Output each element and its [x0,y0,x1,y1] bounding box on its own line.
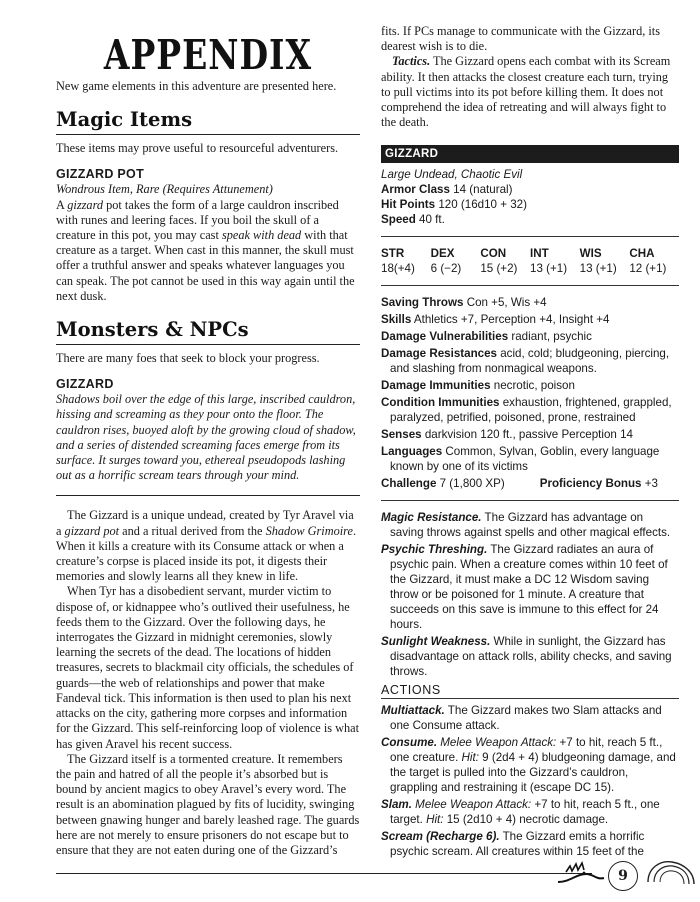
statblock-speed: Speed 40 ft. [381,213,445,227]
monsters-heading: Monsters & NPCs [56,318,360,345]
saving-throws: Saving Throws Con +5, Wis +4 [381,296,547,310]
ability-value: 6 (−2) [430,262,462,276]
left-column [56,24,360,858]
challenge: Challenge 7 (1,800 XP) [381,477,505,491]
action-multiattack: Multiattack. The Gizzard makes two Slam attacks and one Consume attack. [381,704,662,733]
ability-name: DEX [430,247,455,261]
ability-value: 15 (+2) [480,262,518,276]
ability-name: STR [381,247,405,261]
page-number: 9 [608,861,638,891]
damage-immunities: Damage Immunities necrotic, poison [381,379,575,393]
gizzard-pot-heading: GIZZARD POT [56,167,145,182]
damage-resistances: Damage Resistances acid, cold; bludgeoning, piercing, and slashing from nonmagical weapons. [381,347,670,376]
condition-immunities: Condition Immunities exhaustion, frightened, grappled, paralyzed, petrified, poisoned, prone, restrained [381,396,672,425]
skills: Skills Athletics +7, Perception +4, Insight +4 [381,313,610,327]
section-divider [56,495,360,496]
appendix-intro: New game elements in this adventure are presented here. [56,79,337,93]
statblock-divider [381,500,679,501]
ability-value: 13 (+1) [579,262,617,276]
gizzard-flavor-text: Shadows boil over the edge of this large, inscribed cauldron, hissing and screaming as they pour onto the floor. The cauldron rises, buoyed aloft by the growing cloud of shadow, and a series of distended screaming faces emerge from its surface. It surges toward you, ethereal pseudopods lashing out as a horrific scream tears through your mind. [56,392,356,483]
action-scream: Scream (Recharge 6). The Gizzard emits a horrific psychic scream. All creatures within 15 feet of the [381,830,645,859]
statblock-hit-points: Hit Points 120 (16d10 + 32) [381,198,527,212]
senses: Senses darkvision 120 ft., passive Perception 14 [381,428,633,442]
trait-sunlight-weakness: Sunlight Weakness. While in sunlight, the Gizzard has disadvantage on attack rolls, ability checks, and saving throws. [381,635,672,679]
statblock-type: Large Undead, Chaotic Evil [381,168,523,182]
tactics-paragraph: Tactics. The Gizzard opens each combat with its Scream ability. It then attacks the closest creature each turn, trying to pull victims into its pot before killing them. It does not comprehend the idea of retreating and will always fight to the death. [381,54,671,130]
magic-items-heading: Magic Items [56,108,360,135]
ability-value: 18(+4) [381,262,415,276]
ability-name: CHA [629,247,655,261]
gizzard-heading: GIZZARD [56,377,114,392]
monsters-intro: There are many foes that seek to block your progress. [56,351,320,366]
ability-value: 13 (+1) [530,262,568,276]
ability-name: WIS [579,247,602,261]
languages: Languages Common, Sylvan, Goblin, every language known by one of its victims [381,445,660,474]
trait-psychic-threshing: Psychic Threshing. The Gizzard radiates an aura of psychic pain. When a creature comes within 10 feet of the Gizzard, it must make a DC 12 Wisdom saving throw or be poisoned for 1 minute. A creature that succeeds on this save is immune to this effect for 24 hours. [381,543,668,632]
damage-vulnerabilities: Damage Vulnerabilities radiant, psychic [381,330,592,344]
ability-name: CON [480,247,507,261]
statblock-name: GIZZARD [381,145,679,163]
footer-rule [56,873,592,874]
gizzard-paragraph-3: The Gizzard itself is a tormented creature. It remembers the pain and hatred of all the people it’s absorbed but is bound by ancient magics to obey Aravel’s every word. The result is an abomination plagued by fits of lucidity, swinging between gnawing hunger and barely leashed rage. The guards here are not merely to ensure prisoners do not escape but to ensure that they are not eaten during one of the Gizzard’s [56,751,360,857]
gizzard-paragraph-1: The Gizzard is a unique undead, created by Tyr Aravel via a gizzard pot and a ritual derived from the Shadow Grimoire. When it kills a creature with its Consume attack or when a creature’s corpse is placed inside its pot, it digests their memories and slowly learns all they knew in life. [56,508,357,584]
magic-items-intro: These items may prove useful to resourceful adventurers. [56,141,339,156]
action-slam: Slam. Melee Weapon Attack: +7 to hit, reach 5 ft., one target. Hit: 15 (2d10 + 4) necrotic damage. [381,798,660,827]
page-title: APPENDIX [103,30,313,79]
ability-scores [381,246,679,276]
actions-heading: ACTIONS [381,683,679,699]
right-column [381,24,679,861]
statblock-divider [381,236,679,237]
proficiency-bonus: Proficiency Bonus +3 [539,477,658,491]
gizzard-pot-description: A gizzard pot takes the form of a large cauldron inscribed with runes and leering faces. If you boil the skull of a creature in this pot, you may cast speak with dead with that creature as a target. When cast in this manner, the skull must offer a truthful answer and speaks whatever languages you can speak. The pot cannot be used in this way again until the next dusk. [56,197,355,303]
continued-paragraph: fits. If PCs manage to communicate with the Gizzard, its dearest wish is to die. [381,24,661,54]
challenge-row [381,476,679,491]
gizzard-paragraph-2: When Tyr has a disobedient servant, murder victim to dispose of, or kidnappee who’s outlived their usefulness, he feeds them to the Gizzard. Over the following days, he interrogates the Gizzard in midnight ceremonies, slowly learning the secrets of the dead. The locations of hidden treasures, secrets to blackmail city officials, the schedules of guards—the web of relationships and power that make Fandeval tick. This information is then used to plan his next attacks on the city, gathering more corpses and information for the Gizzard. This self-reinforcing loop of violence is what has given Aravel his recent success. [56,584,359,751]
action-consume: Consume. Melee Weapon Attack: +7 to hit, reach 5 ft., one creature. Hit: 9 (2d4 + 4) bludgeoning damage, and the target is pulled into the Gizzard’s cauldron, grappling and restraining it (escape DC 15). [381,736,676,795]
ability-value: 12 (+1) [629,262,667,276]
trait-magic-resistance: Magic Resistance. The Gizzard has advantage on saving throws against spells and other magical effects. [381,511,671,540]
statblock-divider [381,285,679,286]
ability-name: INT [530,247,549,261]
statblock-armor-class: Armor Class 14 (natural) [381,183,513,197]
gizzard-pot-type: Wondrous Item, Rare (Requires Attunement) [56,182,273,197]
